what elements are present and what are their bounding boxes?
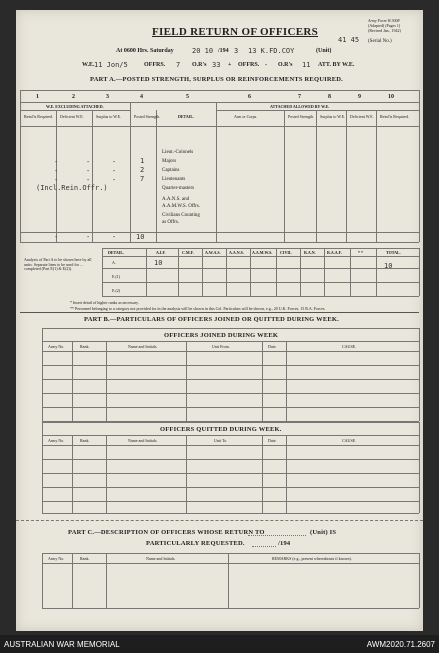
dash-mark: -: [54, 167, 59, 175]
rank-label: as Offrs.: [162, 220, 180, 225]
we-value: 11 Jon/5: [94, 61, 128, 69]
part-c-col: REMARKS (e.g., present whereabouts if known).: [272, 556, 352, 561]
col-head: Surplus to W.E.: [320, 114, 346, 119]
archive-reference: AWM2020.71.2607: [366, 640, 435, 649]
quitted-col: Name and Initials.: [128, 438, 158, 443]
rank-label: A.A.N.S. and: [162, 197, 190, 202]
analysis-row-label: A.: [112, 260, 116, 265]
posted-value: 7: [140, 175, 145, 183]
year-value: 3: [234, 47, 239, 55]
part-a-title: PART A.—POSTED STRENGTH, SURPLUS OR REINFORCEMENTS REQUIRED.: [90, 76, 343, 83]
col-number: 10: [388, 94, 394, 100]
analysis-note: Analysis of Part A to be shown here by all units. Separate lines to be used for ... completed (Part E(1) & E(2)).: [24, 257, 92, 272]
col-number: 4: [140, 94, 143, 100]
col-number: 3: [106, 94, 109, 100]
att-label: ATT. BY W.E.: [318, 62, 355, 68]
part-c-title: PART C.—DESCRIPTION OF OFFICERS WHOSE RETURN TO: [68, 529, 265, 536]
part-c-title-end: (Unit) IS: [310, 529, 337, 536]
joined-col: CAUSE.: [342, 344, 357, 349]
quitted-col: Unit To.: [214, 438, 228, 443]
rank-label: Lieutenants: [162, 177, 186, 182]
joined-col: Rank.: [80, 344, 90, 349]
analysis-col: TOTAL.: [386, 250, 401, 255]
quitted-col: Army No.: [48, 438, 65, 443]
total-value: -: [112, 233, 117, 241]
col-head: Deficient W.E.: [60, 114, 84, 119]
at-time-label: At 0600 Hrs. Saturday: [116, 48, 174, 54]
total-value: -: [54, 233, 59, 241]
att-value: 11: [302, 61, 311, 69]
form-title: FIELD RETURN OF OFFICERS: [152, 26, 319, 38]
part-c-year: /194: [278, 540, 291, 547]
dash-mark: -: [112, 158, 117, 166]
total-value: -: [86, 233, 91, 241]
rank-label: A.A.M.W.S. Offrs.: [162, 204, 200, 209]
army-form-number: Army Form W.3008: [368, 18, 400, 23]
quitted-col: Date.: [268, 438, 277, 443]
detail-heading: DETAIL.: [178, 114, 195, 119]
offrs2-label: OFFRS.: [238, 62, 260, 68]
offrs-value: 7: [176, 61, 181, 69]
col-head: Reinf'ts Required.: [24, 114, 53, 119]
analysis-row-label: E.(2): [112, 288, 121, 293]
col-head: Arm or Corps.: [234, 114, 258, 119]
rank-label: Majors: [162, 159, 177, 164]
col-head: Surplus to W.E.: [96, 114, 122, 119]
analysis-row-label: E.(1): [112, 274, 121, 279]
analysis-col: R.A.N.: [304, 250, 316, 255]
document-page: Army Form W.3008 (Adapted) (Pages 1) (Revised Jan., 1942) FIELD RETURN OF OFFICERS 41 45 (Serial No.) At 0600 Hrs. Saturday 20 10 /194 3 13 K.FD.COY (Unit) W.E. 11 Jon/5 OFFRS. 7 O.R's 33 + OFFRS. - O.R's 11 ATT. BY W.E. PART A.—POSTED STRENGTH, SURPLUS OR REINFORCEMENTS REQUIRED. 1 2 3 4 5 6 7 8 9 10 W.E. EXCLUDING ATTACHED. ATTACHED ALLOWED BY W.E. DETAIL. Reinf'ts Required. Deficient W.E. Surplus to W.E. Posted Strength. Arm or Corps. Posted Strength. Surplus to W.E. Deficient W.E. Reinf'ts Required. Lieut.-Colonels Majors Captains Lieutenants Quarter-masters A.A.N.S. and A.A.M.W.S. Offrs. Civilians Counting as Offrs. 1 2 7 - - - - - - - - - (Incl.Rein.Offr.) - - - 10 Analysis of Part A to be shown here by all units. Separate lines to be used for ... completed (Part E(1) & E(2)). DETAIL. A.I.F. C.M.F. A.W.A.S. A.A.N.S. A.A.M.W.S. CIVIL R.A.N. R.A.A.F. * * TOTAL. A. E.(1) E.(2) 10 10 * Insert detail of higher ranks as necessary. ** Personnel belonging to a category not provided for in the analysis will be shown in this Col. Particulars will be shown, e.g., 20 U.K. Forces, 15 R.A. Forces. PART B.—PARTICULARS OF OFFICERS JOINED OR QUITTED DURING WEEK. OFFICERS JOINED DURING WEEK Army No. Rank. Name and Initials. Unit From. Date. CAUSE. OFFICERS QUITTED DURING WEEK. Army No. Rank. Name and Initials. Unit To. Date. CAUSE. PART C.—DESCRIPTION OF OFFICERS WHOSE RETURN TO (Unit) IS PARTICULARLY REQUESTED. /194 Army No. Rank. Name and Initials. REMARKS (e.g., present whereabouts if known).: [16, 10, 423, 631]
joined-col: Date.: [268, 344, 277, 349]
analysis-col: R.A.A.F.: [327, 250, 342, 255]
dash-mark: -: [112, 167, 117, 175]
ors-label: O.R's: [192, 62, 207, 68]
serial-number-value: 41 45: [338, 36, 360, 44]
quitted-col: Rank.: [80, 438, 90, 443]
offrs2-value: -: [264, 61, 269, 69]
footnote: * Insert detail of higher ranks as necessary.: [70, 300, 139, 305]
analysis-col: DETAIL.: [108, 250, 125, 255]
analysis-col: A.I.F.: [156, 250, 166, 255]
form-revised: (Revised Jan., 1942): [368, 28, 401, 33]
joined-col: Name and Initials.: [128, 344, 158, 349]
rank-label: Lieut.-Colonels: [162, 150, 194, 155]
date-value: 20 10: [192, 47, 214, 55]
col-number: 6: [248, 94, 251, 100]
dash-mark: -: [86, 176, 91, 184]
col-number: 2: [72, 94, 75, 100]
col-head: Posted Strength.: [288, 114, 315, 119]
joined-col: Unit From.: [212, 344, 230, 349]
analysis-col: A.A.N.S.: [229, 250, 244, 255]
part-c-col: Name and Initials.: [146, 556, 176, 561]
we-label: W.E.: [82, 62, 95, 68]
rank-label: Civilians Counting: [162, 213, 200, 218]
dash-mark: -: [86, 167, 91, 175]
dash-mark: -: [54, 158, 59, 166]
part-c-col: Army No.: [48, 556, 65, 561]
archive-caption-bar: [0, 635, 439, 653]
rank-label: Quarter-masters: [162, 186, 195, 191]
col-head: Posted Strength.: [134, 114, 161, 119]
group-right-heading: ATTACHED ALLOWED BY W.E.: [270, 104, 330, 109]
quitted-title: OFFICERS QUITTED DURING WEEK.: [160, 426, 282, 433]
footnote: ** Personnel belonging to a category not provided for in the analysis will be shown in this Col. Particulars will be shown, e.g., 20 U.K. Forces, 15 R.A. Forces.: [70, 306, 326, 311]
year-label: /194: [218, 48, 229, 54]
dash-mark: -: [86, 158, 91, 166]
total-value: 10: [384, 262, 393, 270]
total-value: 10: [136, 233, 145, 241]
archive-name: AUSTRALIAN WAR MEMORIAL: [4, 640, 120, 649]
dash-mark: -: [54, 176, 59, 184]
col-number: 1: [36, 94, 39, 100]
unit-label: (Unit): [316, 48, 332, 54]
analysis-col: A.A.M.W.S.: [252, 250, 273, 255]
group-left-heading: W.E. EXCLUDING ATTACHED.: [46, 104, 104, 109]
analysis-col: A.W.A.S.: [205, 250, 221, 255]
posted-value: 1: [140, 157, 145, 165]
form-adapted: (Adapted) (Pages 1): [368, 23, 401, 28]
joined-col: Army No.: [48, 344, 65, 349]
part-c-col: Rank.: [80, 556, 90, 561]
incl-rein-note: (Incl.Rein.Offr.): [36, 184, 108, 192]
joined-title: OFFICERS JOINED DURING WEEK: [164, 332, 279, 339]
unit-value: 13 K.FD.COY: [248, 47, 295, 55]
col-head: Deficient W.E.: [350, 114, 374, 119]
col-number: 9: [358, 94, 361, 100]
part-c-subtitle: PARTICULARLY REQUESTED.: [146, 540, 245, 547]
col-number: 8: [328, 94, 331, 100]
col-head: Reinf'ts Required.: [380, 114, 409, 119]
col-number: 7: [298, 94, 301, 100]
ors-value: 33: [212, 61, 221, 69]
serial-label: (Serial No.): [368, 39, 392, 44]
part-b-title: PART B.—PARTICULARS OF OFFICERS JOINED OR QUITTED DURING WEEK.: [84, 316, 340, 323]
ors2-label: O.R's: [278, 62, 293, 68]
aif-value: 10: [154, 259, 163, 267]
offrs-label: OFFRS.: [144, 62, 166, 68]
rank-label: Captains: [162, 168, 180, 173]
col-number: 5: [186, 94, 189, 100]
dash-mark: -: [112, 176, 117, 184]
posted-value: 2: [140, 166, 145, 174]
analysis-col: CIVIL: [280, 250, 292, 255]
analysis-col: C.M.F.: [182, 250, 194, 255]
quitted-col: CAUSE.: [342, 438, 357, 443]
analysis-col: * *: [358, 250, 363, 255]
